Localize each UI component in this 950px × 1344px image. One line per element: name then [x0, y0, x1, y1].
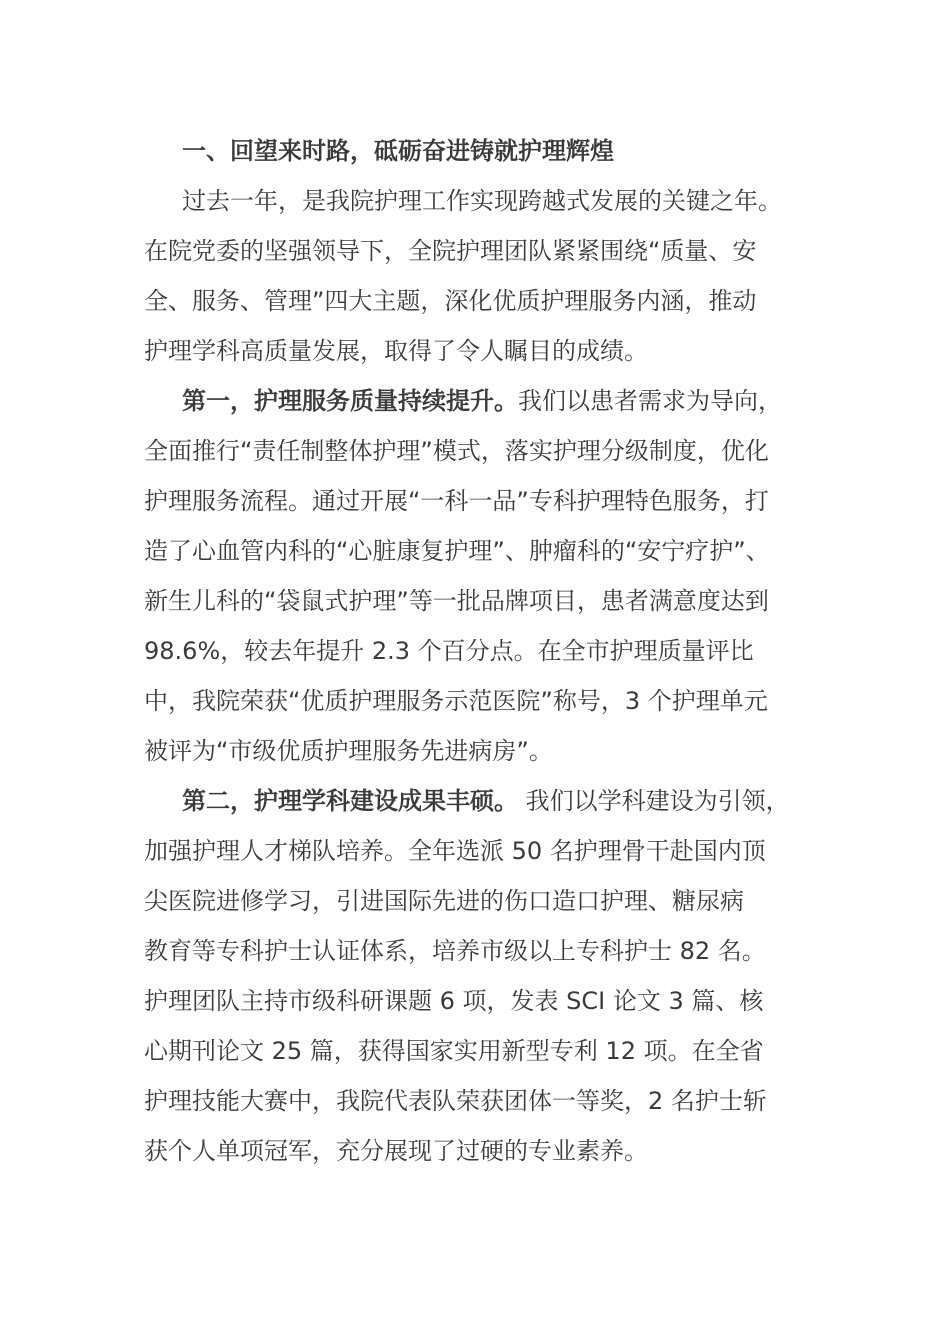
paragraph-line: 教育等专科护士认证体系，培养市级以上专科护士 82 名。 [144, 937, 766, 965]
paragraph-line: 加强护理人才梯队培养。全年选派 50 名护理骨干赴国内顶 [144, 837, 766, 865]
paragraph-line: 获个人单项冠军，充分展现了过硬的专业素养。 [144, 1137, 648, 1165]
paragraph-line: 98.6%，较去年提升 2.3 个百分点。在全市护理质量评比 [144, 637, 754, 665]
paragraph-line: 护理服务流程。通过开展“一科一品”专科护理特色服务，打 [144, 487, 769, 515]
paragraph-service-quality [144, 376, 824, 776]
paragraph-line: 造了心血管内科的“心脏康复护理”、肿瘤科的“安宁疗护”、 [144, 537, 770, 565]
paragraph-line: 在院党委的坚强领导下，全院护理团队紧紧围绕“质量、安 [144, 237, 757, 265]
paragraph-line: 全、服务、管理”四大主题，深化优质护理服务内涵，推动 [144, 287, 757, 315]
document-body [144, 126, 824, 1176]
paragraph-lead: 第二，护理学科建设成果丰硕。 [182, 787, 518, 815]
paragraph-overview [144, 176, 824, 376]
paragraph-first-line [144, 376, 824, 426]
paragraph-line: 被评为“市级优质护理服务先进病房”。 [144, 737, 553, 765]
paragraph-line: 护理学科高质量发展，取得了令人瞩目的成绩。 [144, 337, 648, 365]
paragraph-line: 全面推行“责任制整体护理”模式，落实护理分级制度，优化 [144, 437, 769, 465]
paragraph-line: 心期刊论文 25 篇，获得国家实用新型专利 12 项。在全省 [144, 1037, 764, 1065]
section-heading: 一、回望来时路，砥砺奋进铸就护理辉煌 [182, 137, 614, 165]
paragraph-line: 护理团队主持市级科研课题 6 项，发表 SCI 论文 3 篇、核 [144, 987, 764, 1015]
paragraph-line: 护理技能大赛中，我院代表队荣获团体一等奖，2 名护士斩 [144, 1087, 767, 1115]
paragraph-line: 尖医院进修学习，引进国际先进的伤口造口护理、糖尿病 [144, 887, 744, 915]
paragraph-line-text: 我们以患者需求为导向， [518, 387, 782, 415]
paragraph-discipline-building [144, 776, 824, 1176]
paragraph-line-text: 我们以学科建设为引领， [518, 787, 790, 815]
paragraph-first-line [144, 776, 824, 826]
paragraph-line: 新生儿科的“袋鼠式护理”等一批品牌项目，患者满意度达到 [144, 587, 769, 615]
paragraph-line: 中，我院荣获“优质护理服务示范医院”称号，3 个护理单元 [144, 687, 768, 715]
paragraph-lead: 第一，护理服务质量持续提升。 [182, 387, 518, 415]
paragraph-line: 过去一年，是我院护理工作实现跨越式发展的关键之年。 [182, 187, 782, 215]
